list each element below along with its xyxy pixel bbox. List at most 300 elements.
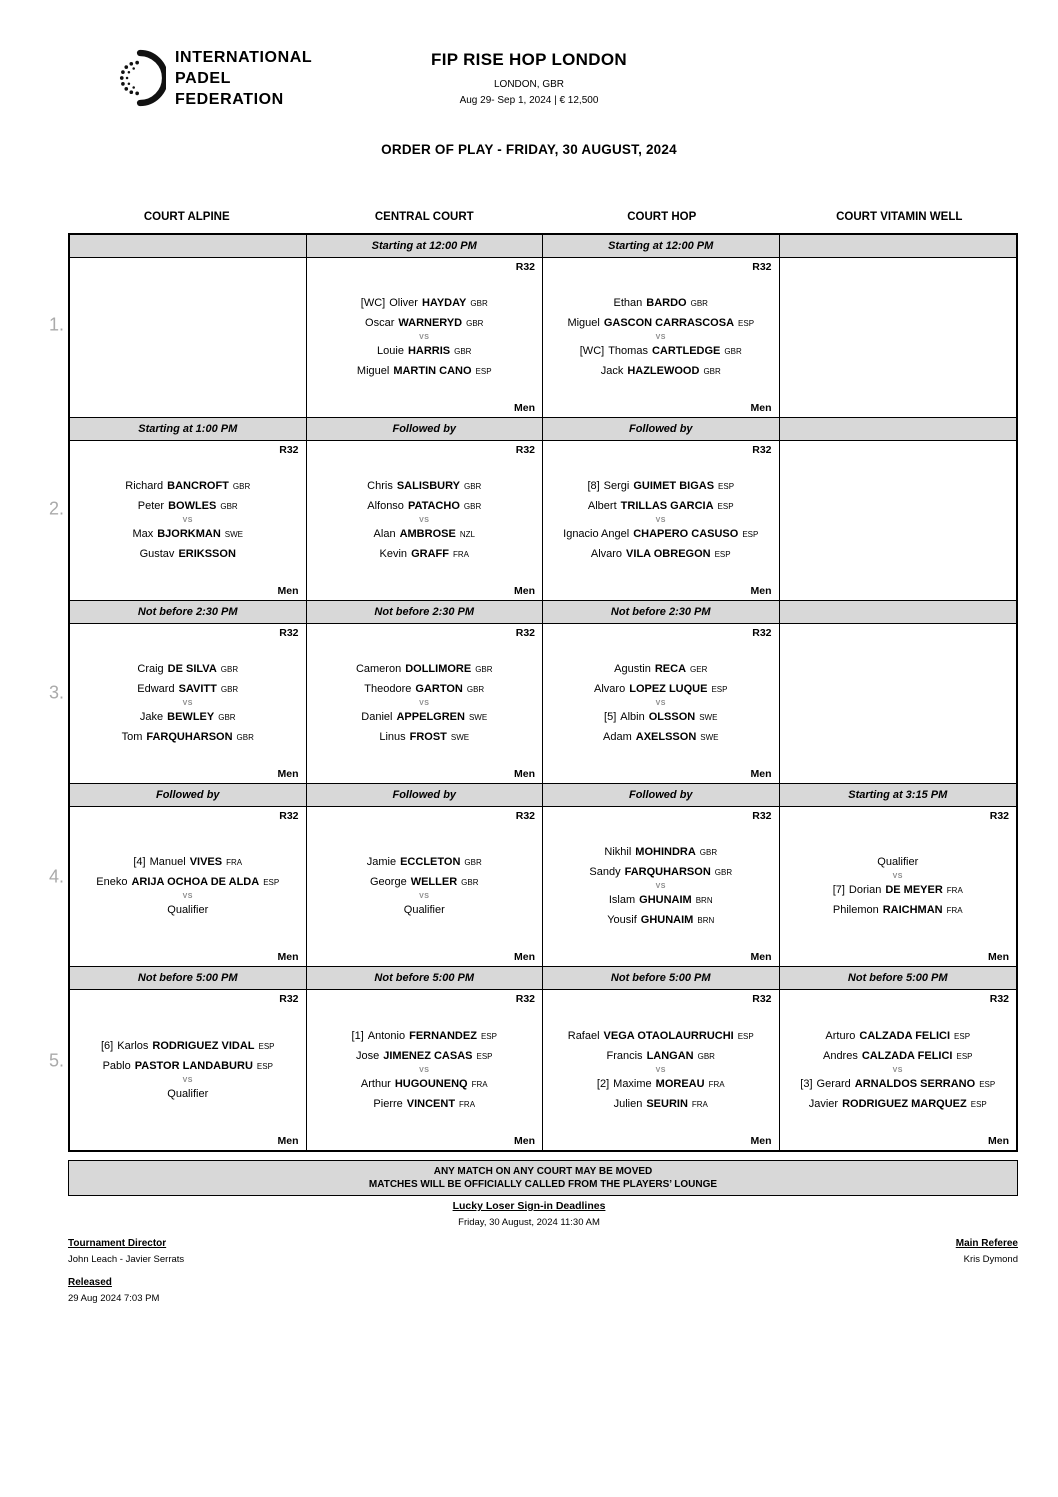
event-location: LONDON, GBR xyxy=(493,79,564,90)
player-last-name: VILA OBREGON xyxy=(626,548,711,560)
federation-name-line1: INTERNATIONAL xyxy=(175,48,313,66)
vs-label: VS xyxy=(655,1066,666,1074)
slot-header: Not before 2:30 PM xyxy=(543,601,780,624)
round-label: R32 xyxy=(752,444,772,456)
team-block xyxy=(823,1030,973,1063)
player-first-name: Francis xyxy=(606,1049,643,1062)
player-seed: [WC] xyxy=(360,297,386,309)
player-first-name: Max xyxy=(132,528,154,540)
round-label: R32 xyxy=(279,627,299,639)
player-seed: [4] xyxy=(133,856,146,868)
event-title: FIP RISE HOP LONDON xyxy=(431,50,627,69)
player-last-name: ECCLETON xyxy=(400,856,461,868)
team-block xyxy=(125,480,250,513)
vs-label: VS xyxy=(892,873,903,880)
court-header-3: COURT HOP xyxy=(627,211,697,223)
empty-cell xyxy=(70,258,307,418)
player-line xyxy=(367,856,482,869)
player-line xyxy=(588,500,734,513)
player-seed: [5] xyxy=(604,711,617,723)
team-block xyxy=(563,528,758,561)
player-country: GBR xyxy=(714,868,733,877)
team-block xyxy=(167,904,208,917)
player-line xyxy=(379,731,469,744)
player-first-name: Maxime xyxy=(613,1077,652,1090)
player-first-name: Sergi xyxy=(603,480,630,492)
player-first-name: Richard xyxy=(125,480,164,492)
player-country: GBR xyxy=(475,665,493,674)
player-country: ESP xyxy=(256,1061,273,1071)
player-last-name: APPELGREN xyxy=(396,711,465,723)
player-line xyxy=(140,711,236,724)
match-teams xyxy=(550,1005,772,1135)
player-line xyxy=(833,904,963,917)
match-cell xyxy=(307,624,544,784)
category-label: Men xyxy=(750,402,772,414)
player-seed: [6] xyxy=(101,1039,114,1052)
released-datetime: 29 Aug 2024 7:03 PM xyxy=(68,1293,160,1304)
player-seed: [2] xyxy=(596,1077,610,1090)
player-line xyxy=(133,856,242,869)
player-country: BRN xyxy=(697,916,715,925)
player-country: GBR xyxy=(236,733,254,742)
player-country: GBR xyxy=(690,299,708,308)
player-first-name: Pablo xyxy=(102,1059,131,1072)
player-first-name: Ignacio Angel xyxy=(563,528,630,540)
match-cell xyxy=(70,441,307,601)
match-teams xyxy=(550,273,772,402)
empty-cell xyxy=(780,258,1017,418)
player-line xyxy=(597,1078,725,1091)
slot-header xyxy=(780,235,1017,258)
row-number-3: 3. xyxy=(48,682,64,703)
player-last-name: VINCENT xyxy=(406,1097,456,1110)
team-block xyxy=(352,1030,497,1063)
player-last-name: BARDO xyxy=(646,297,687,309)
player-first-name: Sandy xyxy=(589,866,621,878)
player-first-name: Alvaro xyxy=(590,548,623,560)
vs-label: VS xyxy=(182,700,193,707)
match-teams xyxy=(787,822,1010,951)
player-first-name: Tom xyxy=(121,731,143,743)
match-teams xyxy=(77,639,299,768)
match-teams xyxy=(314,822,536,951)
team-block xyxy=(568,1030,754,1063)
team-block xyxy=(833,884,963,917)
player-last-name: GRAFF xyxy=(411,548,449,560)
slot-header: Followed by xyxy=(307,418,544,441)
player-country: GBR xyxy=(220,685,239,694)
player-first-name: Albert xyxy=(587,500,617,512)
player-last-name: ARIJA OCHOA DE ALDA xyxy=(131,876,260,888)
player-line xyxy=(377,345,471,358)
player-country: ESP xyxy=(742,530,759,539)
vs-label: VS xyxy=(419,1066,430,1074)
match-teams xyxy=(550,822,772,951)
player-seed: [3] xyxy=(800,1077,813,1090)
player-first-name: Alvaro xyxy=(594,683,626,695)
player-line xyxy=(137,683,238,696)
player-last-name: GHUNAIM xyxy=(639,894,692,906)
player-country: GBR xyxy=(232,482,251,491)
player-country: GBR xyxy=(220,502,238,511)
vs-label: VS xyxy=(655,517,666,524)
category-label: Men xyxy=(514,585,535,597)
player-line xyxy=(361,1078,488,1091)
vs-label: VS xyxy=(419,893,430,900)
vs-label: VS xyxy=(182,893,193,900)
team-block xyxy=(594,663,727,696)
slot-header: Not before 5:00 PM xyxy=(307,967,544,990)
player-line xyxy=(580,345,742,358)
player-last-name: RODRIGUEZ VIDAL xyxy=(152,1039,255,1052)
player-country: ESP xyxy=(258,1041,275,1051)
player-first-name: Theodore xyxy=(364,683,412,695)
player-line xyxy=(367,480,481,493)
player-first-name: Rafael xyxy=(567,1029,600,1042)
player-seed: [1] xyxy=(351,1029,364,1042)
player-line xyxy=(374,528,475,541)
player-last-name: LOPEZ LUQUE xyxy=(629,683,708,695)
row-numbers xyxy=(36,233,64,1153)
slot-header xyxy=(780,418,1017,441)
category-label: Men xyxy=(988,951,1009,963)
team-block xyxy=(589,846,732,879)
player-line xyxy=(137,663,238,676)
slot-header xyxy=(70,235,307,258)
order-of-play-title: ORDER OF PLAY - FRIDAY, 30 AUGUST, 2024 xyxy=(381,142,677,157)
player-first-name: Nikhil xyxy=(604,846,632,858)
team-block xyxy=(137,663,238,696)
player-country: ESP xyxy=(263,878,280,887)
player-line xyxy=(601,365,721,378)
team-block xyxy=(607,894,714,927)
player-line xyxy=(609,894,713,907)
player-country: ESP xyxy=(738,319,755,328)
category-label: Men xyxy=(750,585,772,597)
round-label: R32 xyxy=(989,810,1009,822)
category-label: Men xyxy=(750,768,772,780)
player-last-name: GHUNAIM xyxy=(640,914,694,926)
player-last-name: WELLER xyxy=(410,876,458,888)
player-first-name: Miguel xyxy=(567,317,600,329)
player-line xyxy=(125,480,250,493)
player-country: FRA xyxy=(471,1079,488,1089)
player-first-name: Arturo xyxy=(825,1029,856,1042)
player-first-name: Ethan xyxy=(613,297,643,309)
player-last-name: FERNANDEZ xyxy=(409,1029,477,1042)
player-line xyxy=(614,663,707,676)
category-label: Men xyxy=(750,951,772,963)
player-country: FRA xyxy=(691,1099,708,1109)
team-block xyxy=(800,1078,995,1111)
player-first-name: Dorian xyxy=(848,884,882,896)
notice-line-1: ANY MATCH ON ANY COURT MAY BE MOVED xyxy=(433,1166,653,1177)
player-last-name: CHAPERO CASUSO xyxy=(633,528,739,540)
player-last-name: HARRIS xyxy=(407,345,451,357)
round-label: R32 xyxy=(752,261,772,273)
player-line xyxy=(563,528,758,541)
player-last-name: CARTLEDGE xyxy=(651,345,721,357)
main-referee-label: Main Referee xyxy=(955,1238,1018,1249)
player-first-name: Alan xyxy=(373,528,396,540)
slot-header: Followed by xyxy=(70,784,307,807)
slot-header: Followed by xyxy=(307,784,544,807)
round-label: R32 xyxy=(515,261,535,273)
slot-header: Starting at 1:00 PM xyxy=(70,418,307,441)
team-block xyxy=(877,856,918,869)
vs-label: VS xyxy=(655,883,666,890)
player-country: GBR xyxy=(466,319,484,328)
round-label: R32 xyxy=(515,444,535,456)
team-block xyxy=(357,345,492,378)
player-line xyxy=(825,1030,970,1043)
player-line xyxy=(603,731,719,744)
player-country: FRA xyxy=(708,1079,725,1089)
vs-label: VS xyxy=(655,334,666,341)
lucky-loser-deadline: Friday, 30 August, 2024 11:30 AM xyxy=(458,1217,600,1228)
player-first-name: Edward xyxy=(137,683,175,695)
player-first-name: Pierre xyxy=(373,1097,403,1110)
player-country: GBR xyxy=(454,347,472,356)
player-last-name: AXELSSON xyxy=(635,731,697,743)
player-first-name: Philemon xyxy=(832,904,879,916)
match-cell xyxy=(780,807,1017,967)
vs-label: VS xyxy=(419,700,430,707)
player-first-name: Oliver xyxy=(389,297,418,309)
player-last-name: CALZADA FELICI xyxy=(861,1049,953,1062)
player-country: ESP xyxy=(737,1031,754,1041)
team-block xyxy=(374,528,475,561)
team-block xyxy=(367,480,481,513)
round-label: R32 xyxy=(515,627,535,639)
player-last-name: FROST xyxy=(409,731,447,743)
team-block xyxy=(122,711,254,744)
player-first-name: Eneko xyxy=(96,876,128,888)
player-country: SWE xyxy=(224,530,244,539)
player-line xyxy=(140,548,236,561)
player-line xyxy=(594,683,727,696)
team-block xyxy=(367,856,482,889)
team-block xyxy=(567,297,754,330)
team-block xyxy=(96,856,279,889)
player-first-name: Julien xyxy=(613,1097,643,1110)
match-teams xyxy=(77,456,299,585)
slot-header: Starting at 12:00 PM xyxy=(307,235,544,258)
slot-header: Not before 5:00 PM xyxy=(543,967,780,990)
qualifier-line: Qualifier xyxy=(877,856,919,868)
player-country: GBR xyxy=(699,848,718,857)
order-grid xyxy=(68,233,1018,1152)
player-line xyxy=(567,317,754,330)
player-line xyxy=(356,1050,493,1063)
player-country: SWE xyxy=(468,713,488,722)
row-number-1: 1. xyxy=(48,314,64,335)
player-first-name: Gustav xyxy=(139,548,175,560)
player-first-name: Javier xyxy=(808,1097,839,1110)
player-country: FRA xyxy=(459,1099,476,1109)
player-country: GBR xyxy=(463,502,482,511)
player-line xyxy=(833,884,963,897)
player-line xyxy=(604,846,717,859)
vs-label: VS xyxy=(655,700,666,707)
player-last-name: MARTIN CANO xyxy=(393,365,472,377)
player-seed: [7] xyxy=(832,884,845,896)
empty-cell xyxy=(780,441,1017,601)
vs-label: VS xyxy=(182,1076,193,1084)
player-last-name: FARQUHARSON xyxy=(146,731,233,743)
slot-header xyxy=(780,601,1017,624)
player-last-name: GUIMET BIGAS xyxy=(633,480,715,492)
player-first-name: Jake xyxy=(139,711,164,723)
player-line xyxy=(96,876,279,889)
qualifier-line: Qualifier xyxy=(403,904,445,916)
round-label: R32 xyxy=(752,810,772,822)
player-last-name: BEWLEY xyxy=(167,711,215,723)
player-line xyxy=(607,1050,715,1063)
player-country: GBR xyxy=(461,878,479,887)
match-cell xyxy=(543,441,780,601)
player-line xyxy=(373,1098,475,1111)
player-last-name: HUGOUNENQ xyxy=(394,1077,468,1090)
player-line xyxy=(800,1078,995,1091)
player-last-name: VEGA OTAOLAURRUCHI xyxy=(603,1029,734,1042)
player-country: ESP xyxy=(476,1051,493,1061)
category-label: Men xyxy=(514,402,535,414)
player-country: GBR xyxy=(464,858,482,867)
player-first-name: Peter xyxy=(137,500,165,512)
player-last-name: PATACHO xyxy=(407,500,460,512)
player-last-name: TRILLAS GARCIA xyxy=(620,500,714,512)
player-first-name: Karlos xyxy=(117,1039,149,1052)
player-country: FRA xyxy=(946,906,963,915)
player-line xyxy=(604,711,717,724)
player-country: NZL xyxy=(459,530,475,539)
player-line xyxy=(103,1060,273,1073)
category-label: Men xyxy=(514,951,535,963)
player-last-name: BOWLES xyxy=(168,500,217,512)
player-country: ESP xyxy=(956,1051,973,1061)
team-block xyxy=(361,297,488,330)
player-country: ESP xyxy=(954,1031,971,1041)
round-label: R32 xyxy=(279,810,299,822)
player-last-name: BANCROFT xyxy=(167,480,229,492)
round-label: R32 xyxy=(752,993,772,1005)
lucky-loser-title: Lucky Loser Sign-in Deadlines xyxy=(452,1200,606,1212)
match-cell xyxy=(307,258,544,418)
federation-name-line2: PADEL xyxy=(175,69,232,87)
player-last-name: RODRIGUEZ MARQUEZ xyxy=(842,1097,967,1110)
player-last-name: DE SILVA xyxy=(167,663,217,675)
player-country: GBR xyxy=(470,299,488,308)
player-line xyxy=(607,914,714,927)
match-cell xyxy=(307,441,544,601)
player-first-name: Kevin xyxy=(379,548,408,560)
court-headers xyxy=(68,211,1018,223)
player-last-name: RAICHMAN xyxy=(882,904,943,916)
player-country: GBR xyxy=(697,1051,715,1061)
team-block xyxy=(404,904,445,917)
match-teams xyxy=(314,273,536,402)
player-last-name: SAVITT xyxy=(178,683,217,695)
player-line xyxy=(122,731,254,744)
team-block xyxy=(580,345,742,378)
player-line xyxy=(356,663,493,676)
player-line xyxy=(591,548,731,561)
player-first-name: Craig xyxy=(137,663,164,675)
player-line xyxy=(370,876,479,889)
match-teams xyxy=(77,1005,299,1135)
player-first-name: Louie xyxy=(377,345,404,357)
player-last-name: GARTON xyxy=(415,683,463,695)
team-block xyxy=(356,663,493,696)
event-header xyxy=(0,50,1058,106)
player-country: GER xyxy=(690,665,708,674)
category-label: Men xyxy=(277,1135,299,1147)
player-country: ESP xyxy=(711,685,728,694)
player-first-name: Miguel xyxy=(356,365,390,377)
round-label: R32 xyxy=(515,993,535,1005)
player-line xyxy=(587,480,734,493)
team-block xyxy=(101,1040,275,1073)
row-number-2: 2. xyxy=(48,498,64,519)
player-first-name: Arthur xyxy=(360,1077,391,1090)
player-line xyxy=(823,1050,973,1063)
player-country: ESP xyxy=(718,482,735,491)
player-first-name: Linus xyxy=(379,731,406,743)
player-first-name: Islam xyxy=(608,894,636,906)
category-label: Men xyxy=(277,951,299,963)
player-first-name: Albin xyxy=(620,711,645,723)
notice-line-2: MATCHES WILL BE OFFICIALLY CALLED FROM THE PLAYERS’ LOUNGE xyxy=(368,1179,718,1190)
player-first-name: Cameron xyxy=(355,663,402,675)
vs-label: VS xyxy=(182,517,193,524)
match-cell xyxy=(70,624,307,784)
player-last-name: OLSSON xyxy=(648,711,696,723)
player-first-name: Thomas xyxy=(608,345,648,357)
player-country: ESP xyxy=(714,550,731,559)
federation-name-line3: FEDERATION xyxy=(175,90,284,108)
event-dates-prize: Aug 29- Sep 1, 2024 | € 12,500 xyxy=(459,95,599,106)
court-header-1: COURT ALPINE xyxy=(143,211,230,223)
slot-header: Followed by xyxy=(543,418,780,441)
round-label: R32 xyxy=(989,993,1009,1005)
player-line xyxy=(809,1098,987,1111)
player-line xyxy=(352,1030,497,1043)
slot-header: Not before 5:00 PM xyxy=(780,967,1017,990)
round-label: R32 xyxy=(279,993,299,1005)
player-country: ESP xyxy=(970,1099,987,1109)
slot-header: Starting at 12:00 PM xyxy=(543,235,780,258)
player-seed: [8] xyxy=(587,480,600,492)
team-block xyxy=(587,480,734,513)
player-last-name: WARNERYD xyxy=(398,317,463,329)
player-line xyxy=(568,1030,754,1043)
player-last-name: DE MEYER xyxy=(885,884,943,896)
team-block xyxy=(167,1088,208,1101)
player-country: ESP xyxy=(979,1079,996,1089)
player-line xyxy=(614,297,708,310)
qualifier-line: Qualifier xyxy=(167,1087,209,1100)
player-line xyxy=(361,297,488,310)
round-label: R32 xyxy=(752,627,772,639)
team-block xyxy=(361,711,487,744)
notice-bar xyxy=(68,1160,1018,1196)
player-last-name: JIMENEZ CASAS xyxy=(383,1049,473,1062)
player-first-name: Jack xyxy=(600,365,624,377)
player-first-name: Chris xyxy=(367,480,393,492)
player-last-name: HAYDAY xyxy=(421,297,467,309)
